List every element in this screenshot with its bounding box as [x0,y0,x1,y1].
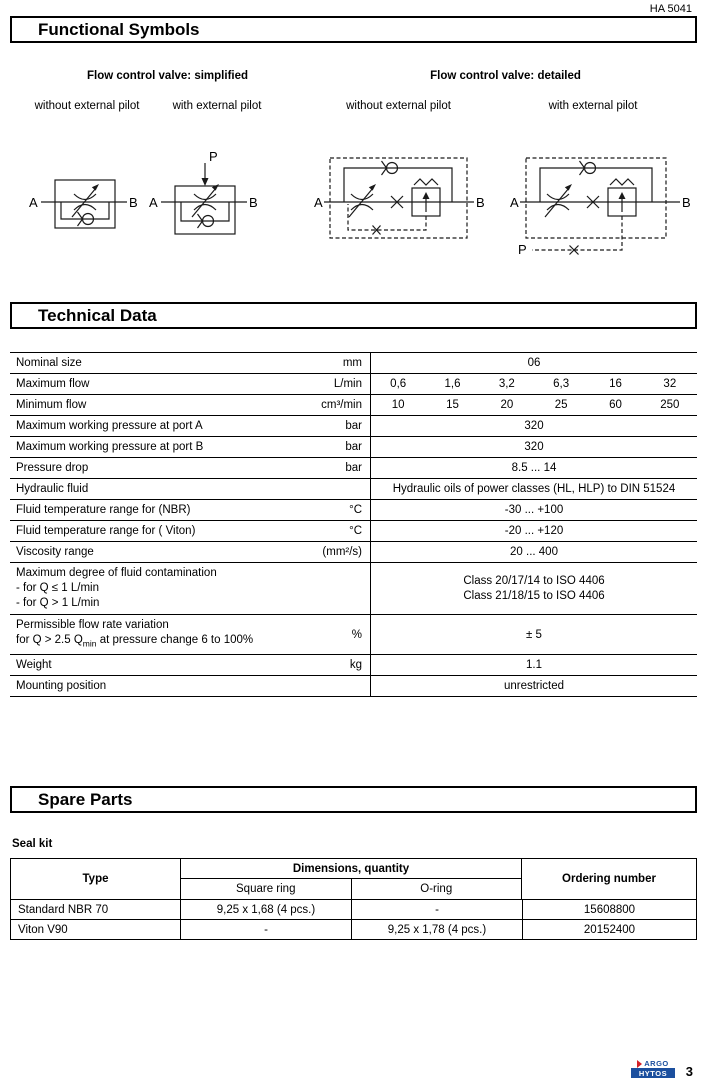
row-value: 15 [446,399,459,411]
row-unit: cm³/min [321,399,362,411]
row-unit: °C [349,525,362,537]
symbol-simplified-without-pilot [25,162,145,242]
logo-text-hytos: HYTOS [631,1068,675,1078]
row-unit: (mm²/s) [322,546,362,558]
row-value: Hydraulic oils of power classes (HL, HLP) to DIN 51524 [392,483,676,495]
label-fragment: for Q > 2.5 Q [16,634,83,646]
label-fragment: at pressure change 6 to 100% [96,634,254,646]
port-label-a: A [314,195,323,210]
row-label: Weight [16,659,52,672]
group-title-simplified: Flow control valve: simplified [86,70,249,82]
row-value: 0,6 [390,378,407,390]
page-number: 3 [685,1064,693,1079]
technical-data-table [10,352,697,697]
port-label-p: P [209,150,218,164]
row-unit: bar [345,420,362,432]
seal-kit-label: Seal kit [12,838,53,850]
variant-label-without-pilot: without external pilot [346,100,451,112]
table-row [11,899,696,919]
row-label-line: - for Q ≤ 1 L/min [16,582,99,594]
pilot-arrow [202,163,209,186]
port-label-a: A [29,195,38,210]
row-value: 250 [660,399,680,411]
row-label: Maximum working pressure at port B [16,441,204,453]
row-value: 06 [527,357,541,369]
port-label-b: B [476,195,485,210]
cell-square-ring: 9,25 x 1,68 (4 pcs.) [180,900,351,919]
section-title: Spare Parts [38,789,133,809]
table-row-pressure-drop [10,458,697,479]
column-header-o-ring: O-ring [351,879,522,899]
row-label: Fluid temperature range for (NBR) [16,504,191,516]
cell-type: Standard NBR 70 [18,903,109,916]
table-row-mounting-position [10,676,697,697]
check-valve [344,161,452,202]
adjustable-throttle [545,184,572,217]
label-subscript: min [82,638,97,649]
cell-o-ring: - [351,900,522,919]
adjustable-throttle [349,184,376,217]
pilot-line [348,204,426,235]
check-valve [540,161,652,202]
row-label: Mounting position [16,680,107,693]
column-header-ordering-number: Ordering number [562,873,656,885]
column-header-square-ring: Square ring [236,883,296,895]
logo-text-argo: ARGO [644,1059,669,1068]
cell-square-ring: - [180,920,351,939]
cell-type: Viton V90 [18,923,68,936]
table-row [11,919,696,939]
row-value: 16 [609,378,622,390]
pressure-compensator [608,179,636,216]
variant-label-with-pilot: with external pilot [548,100,638,112]
row-label: Fluid temperature range for ( Viton) [16,525,196,537]
row-value: -20 ... +120 [504,525,564,537]
pilot-line [532,216,622,255]
valve-enclosure [330,158,467,238]
cell-ordering-number: 15608800 [522,900,696,919]
section-header-functional-symbols [10,16,697,43]
cell-o-ring: 9,25 x 1,78 (4 pcs.) [351,920,522,939]
row-unit: kg [349,659,362,672]
symbol-detailed-with-pilot [508,150,693,262]
section-header-technical-data [10,302,697,329]
table-row-temp-range-nbr [10,500,697,521]
row-label-line: Maximum degree of fluid contamination [16,567,217,579]
port-label-b: B [249,195,258,210]
port-label-a: A [510,195,519,210]
table-row-viscosity-range [10,542,697,563]
port-label-a: A [149,195,158,210]
table-header [11,859,696,899]
row-value: 8.5 ... 14 [511,462,557,474]
row-value: 1,6 [444,378,461,390]
section-header-spare-parts [10,786,697,813]
row-label: Viscosity range [16,546,94,558]
row-value: 25 [554,399,568,411]
row-label-line: - for Q > 1 L/min [16,597,100,609]
row-label: Maximum working pressure at port A [16,420,203,432]
row-value-line: Class 21/18/15 to ISO 4406 [463,589,605,602]
adjustable-throttle [192,184,219,217]
row-unit: °C [349,504,362,516]
section-title: Functional Symbols [38,19,200,39]
row-value: ± 5 [526,628,542,641]
variant-label-with-pilot: with external pilot [172,100,262,112]
table-row-nominal-size [10,353,697,374]
table-row-fluid-contamination [10,563,697,615]
column-header-type: Type [82,873,109,885]
row-value: 6,3 [553,378,570,390]
row-value: 1.1 [526,659,542,672]
port-label-p: P [518,242,527,257]
table-row-weight [10,655,697,676]
valve-body [175,186,235,234]
row-value: 20 ... 400 [510,546,558,558]
row-label: Maximum flow [16,378,90,390]
seal-kit-table [10,858,697,940]
row-unit: % [351,628,362,641]
doc-number: HA 5041 [649,3,692,15]
table-row-maximum-flow [10,374,697,395]
table-row-max-pressure-b [10,437,697,458]
row-value: 32 [663,378,677,390]
row-value: 3,2 [498,378,515,390]
row-unit: L/min [333,378,362,390]
check-valve [181,202,229,228]
row-label-line [16,633,253,651]
row-value-line: Class 20/17/14 to ISO 4406 [463,574,605,587]
row-value: 20 [500,399,514,411]
row-value: unrestricted [503,680,565,693]
section-title: Technical Data [38,305,157,325]
row-value: 320 [524,441,544,453]
row-label: Pressure drop [16,462,89,474]
cell-ordering-number: 20152400 [522,920,696,939]
pressure-compensator [412,179,440,216]
row-label: Nominal size [16,357,82,369]
column-header-dimensions: Dimensions, quantity [181,859,521,879]
table-row-temp-range-viton [10,521,697,542]
row-value: 60 [609,399,622,411]
port-label-b: B [682,195,691,210]
symbol-detailed-without-pilot [312,150,487,250]
valve-enclosure [526,158,666,238]
row-label: Minimum flow [16,399,87,411]
variant-label-without-pilot: without external pilot [34,100,140,112]
row-value: -30 ... +100 [504,504,564,516]
argo-hytos-logo [631,1059,675,1078]
row-value: 10 [391,399,405,411]
row-unit: mm [342,357,362,369]
group-title-detailed: Flow control valve: detailed [430,70,581,82]
port-label-b: B [129,195,138,210]
row-unit: bar [345,441,362,453]
symbol-simplified-with-pilot [145,150,265,246]
table-row-max-pressure-a [10,416,697,437]
logo-triangle-icon [637,1060,642,1068]
row-label-line: Permissible flow rate variation [16,619,169,631]
table-row-flow-rate-variation [10,615,697,655]
check-valve [61,202,109,226]
adjustable-throttle [72,184,99,217]
row-unit: bar [345,462,362,474]
table-row-hydraulic-fluid [10,479,697,500]
table-row-minimum-flow [10,395,697,416]
row-value: 320 [524,420,544,432]
row-label: Hydraulic fluid [16,483,89,495]
